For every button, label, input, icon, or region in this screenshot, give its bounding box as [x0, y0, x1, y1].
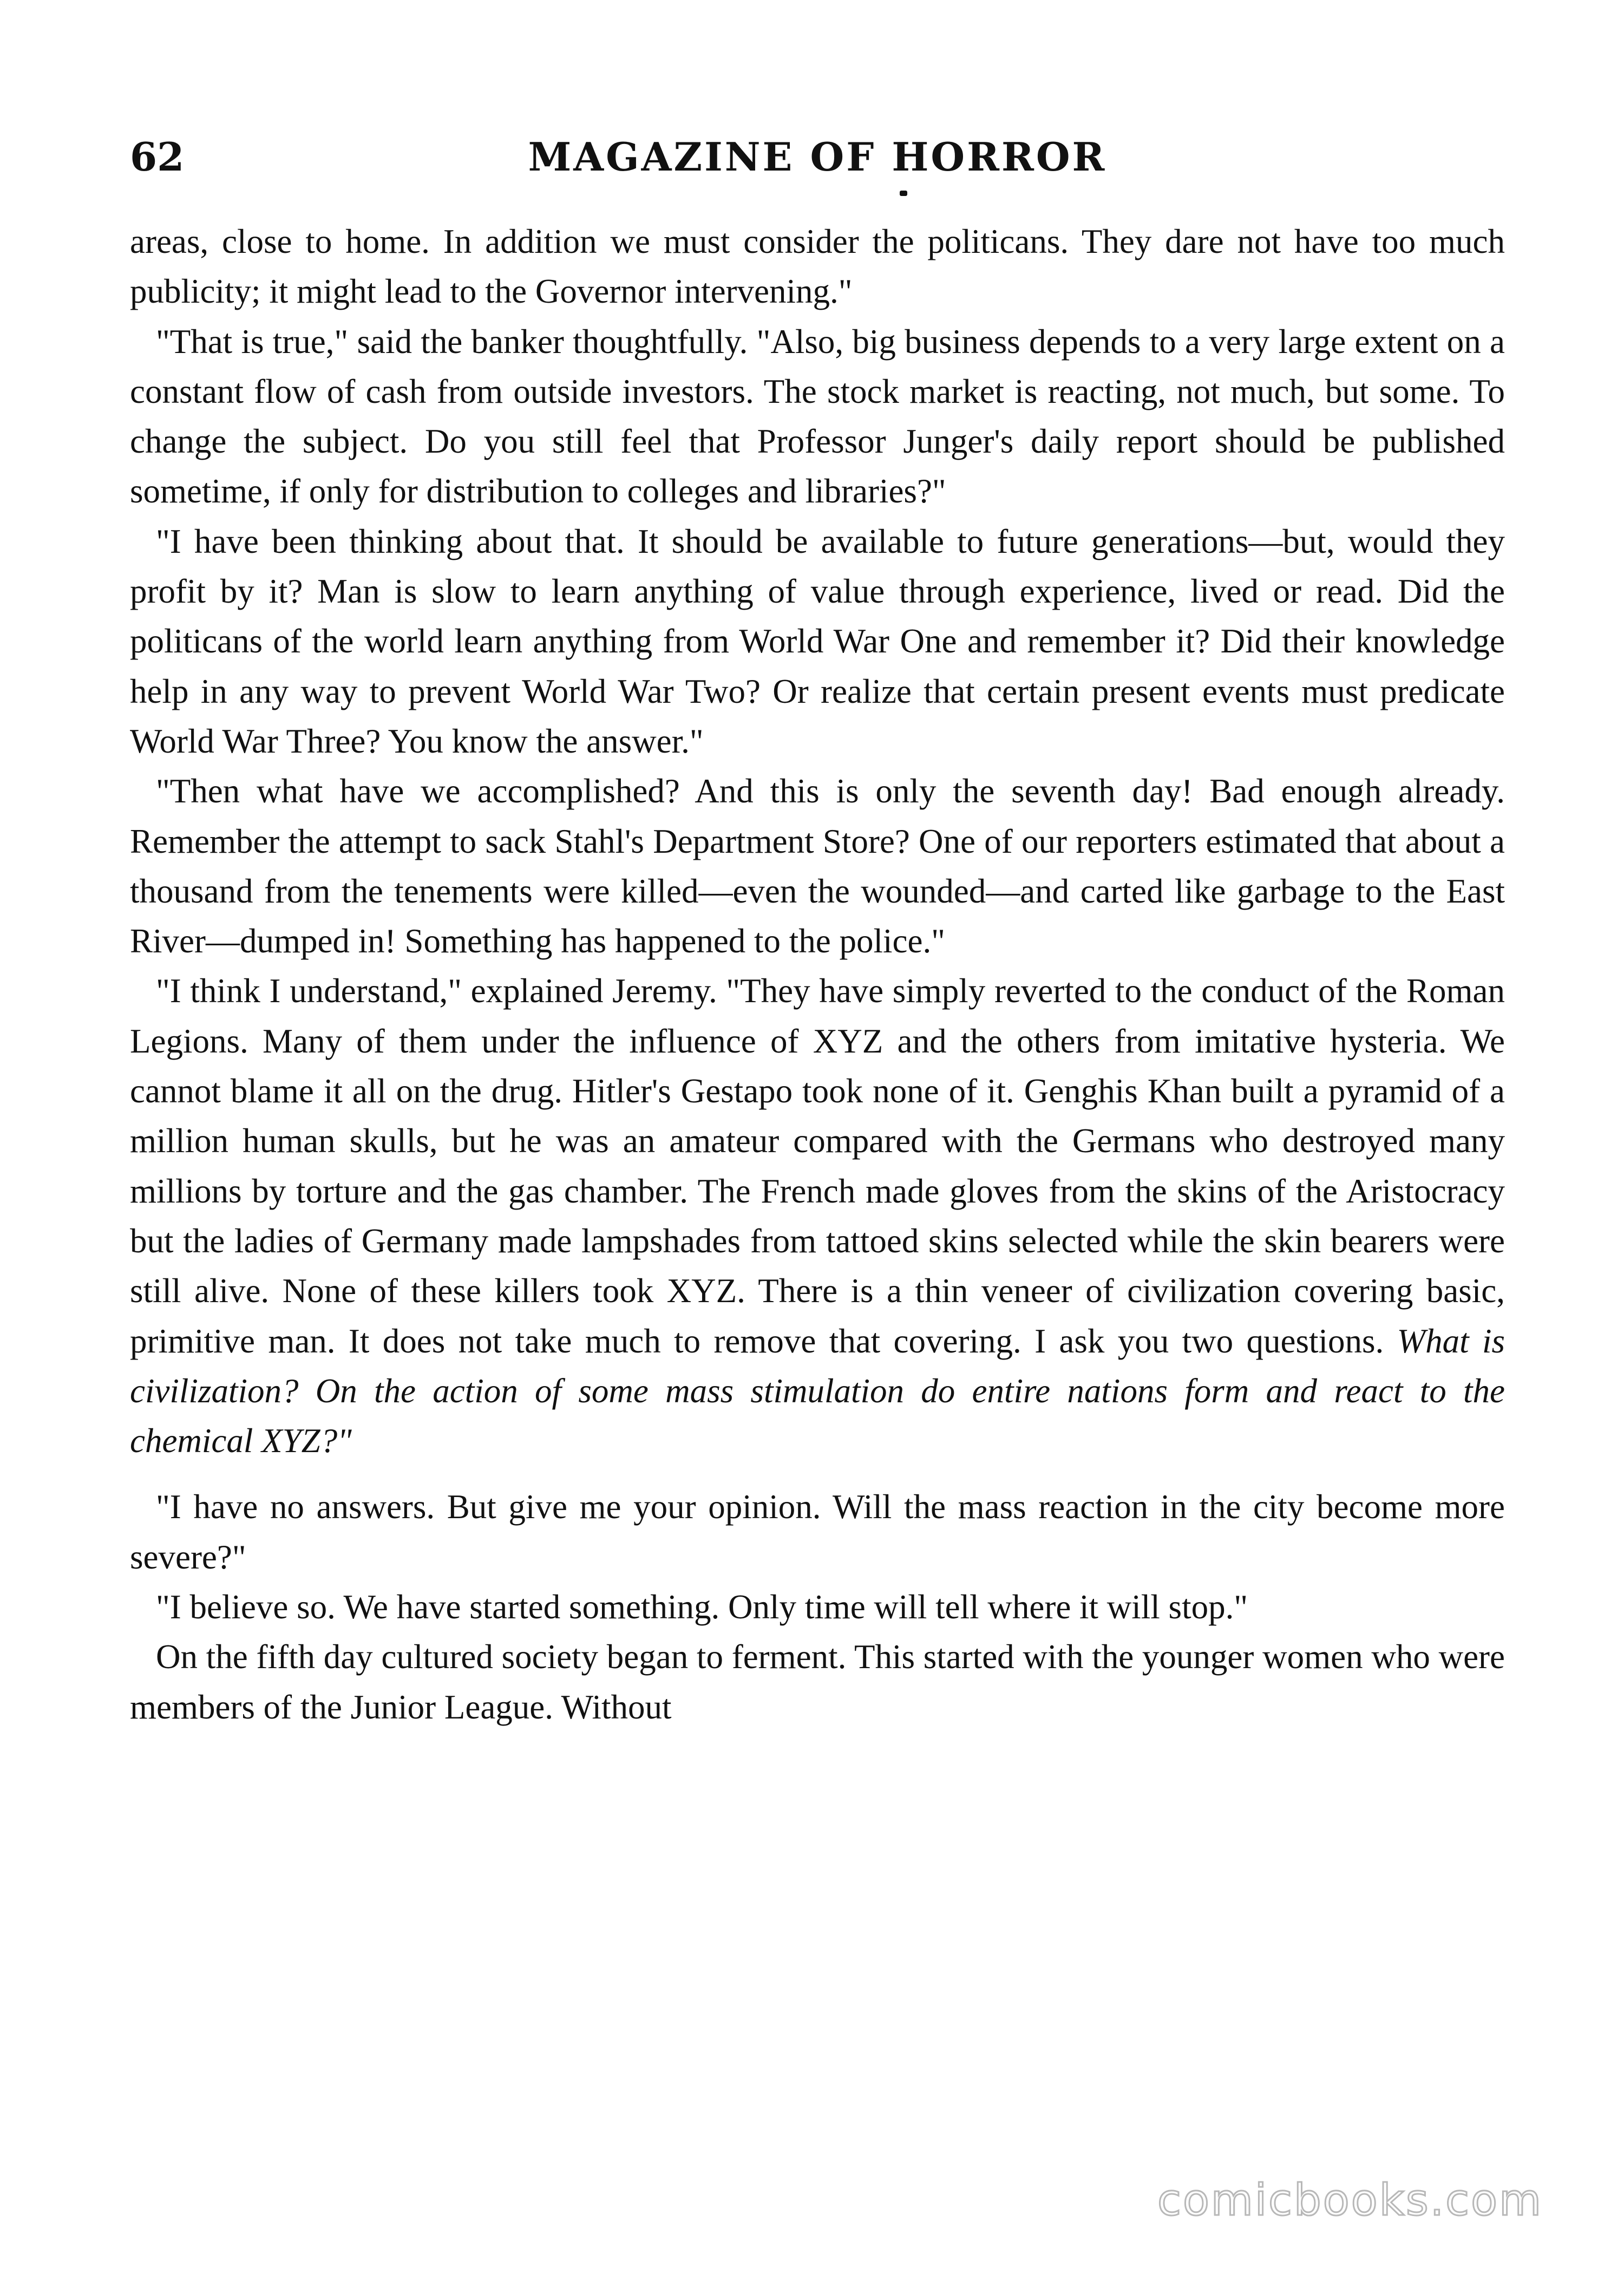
paragraph: "Then what have we accomplished? And this is only the seventh day! Bad enough already. Remember the attempt to sack Stahl's Department Store? One of our reporters estimated that about a thousand from the tenements were killed—even the wounded—and carted like garbage to the East River—dumped in! Something has happened to the police."	[130, 772, 1505, 960]
ink-mark	[900, 191, 907, 196]
paragraph: areas, close to home. In addition we must consider the politicans. They dare not have too much publicity; it might lead to the Governor intervening."	[130, 223, 1505, 311]
paragraph: "I have been thinking about that. It should be available to future generations—but, would they profit by it? Man is slow to learn anything of value through experience, lived or read. Did the politicans of the world learn anything from World War One and remember it? Did their knowledge help in any way to prevent World War Two? Or realize that certain present events must predicate World War Three? You know the answer."	[130, 522, 1505, 760]
page-header	[130, 130, 1505, 195]
paragraph-with-questions	[130, 966, 1505, 1466]
paragraph-text: "I think I understand," explained Jeremy. "They have simply reverted to the conduct of the Roman Legions. Many of them under the influence of XYZ and the others from imitative hysteria. We cannot blame it all on the drug. Hitler's Gestapo took none of it. Genghis Khan built a pyramid of a million human skulls, but he was an amateur compared with the Germans who destroyed many millions by torture and the gas chamber. The French made gloves from the skins of the Aristocracy but the ladies of Germany made lampshades from tattoed skins selected while the skin bearers were still alive. None of these killers took XYZ. There is a thin veneer of civilization covering basic, primitive man. It does not take much to remove that covering. I ask you two questions.	[130, 972, 1505, 1360]
page-number: 62	[130, 134, 185, 180]
watermark: comicbooks.com	[1157, 2175, 1543, 2225]
italic-questions: What is civilization? On the action of some mass stimulation do entire nations form and react to the chemical XYZ?"	[130, 1322, 1505, 1460]
running-title: MAGAZINE OF HORROR	[528, 134, 1107, 180]
page	[130, 130, 1505, 2166]
paragraph: "I have no answers. But give me your opinion. Will the mass reaction in the city become more severe?"	[130, 1488, 1505, 1576]
article-body	[130, 217, 1505, 1732]
paragraph: "That is true," said the banker thoughtfully. "Also, big business depends to a very large extent on a constant flow of cash from outside investors. The stock market is reacting, not much, but some. To change the subject. Do you still feel that Professor Junger's daily report should be published sometime, if only for distribution to colleges and libraries?"	[130, 322, 1505, 511]
paragraph: "I believe so. We have started something. Only time will tell where it will stop."	[156, 1588, 1248, 1626]
paragraph: On the fifth day cultured society began to ferment. This started with the younger women who were members of the Junior League. Without	[130, 1638, 1505, 1726]
